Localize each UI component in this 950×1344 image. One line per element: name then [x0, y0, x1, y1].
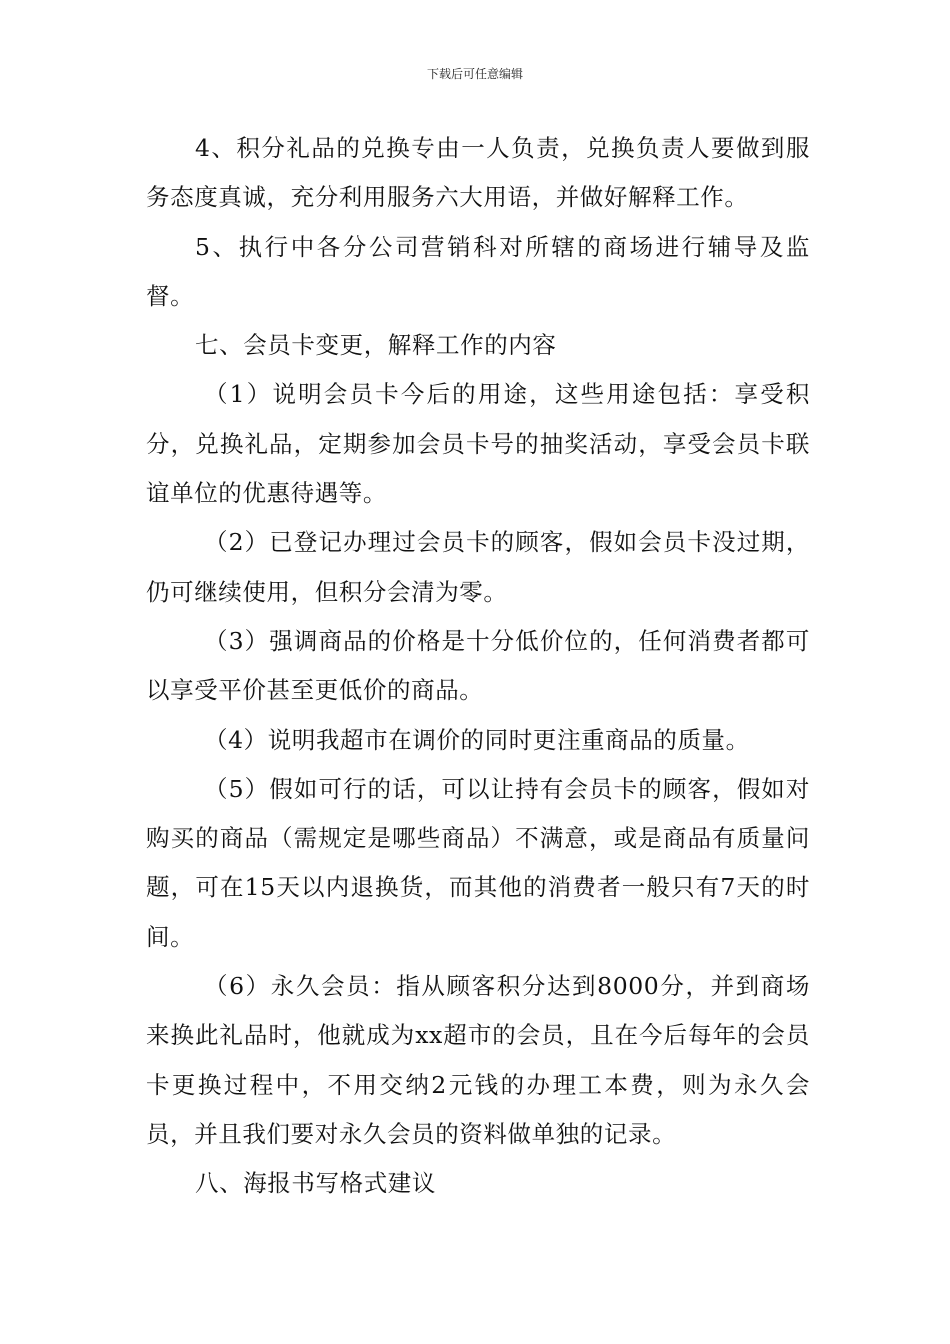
paragraph-item-5: 5、执行中各分公司营销科对所辖的商场进行辅导及监督。: [146, 232, 810, 310]
section-heading-8: 八、海报书写格式建议: [195, 1169, 436, 1198]
section-heading-7: 七、会员卡变更，解释工作的内容: [195, 331, 557, 360]
paragraph-sub-6: （6）永久会员：指从顾客积分达到8000分，并到商场来换此礼品时，他就成为xx超市的会员，且在今后每年的会员卡更换过程中，不用交纳2元钱的办理工本费，则为永久会员，并且我们要对永久会员的资料做单独的记录。: [146, 972, 810, 1148]
paragraph-item-4: 4、积分礼品的兑换专由一人负责，兑换负责人要做到服务态度真诚，充分利用服务六大用语，并做好解释工作。: [146, 134, 810, 212]
paragraph-sub-5: （5）假如可行的话，可以让持有会员卡的顾客，假如对购买的商品（需规定是哪些商品）不满意，或是商品有质量问题，可在15天以内退换货，而其他的消费者一般只有7天的时间。: [146, 774, 810, 951]
paragraph-sub-1: （1）说明会员卡今后的用途，这些用途包括：享受积分，兑换礼品，定期参加会员卡号的抽奖活动，享受会员卡联谊单位的优惠待遇等。: [146, 380, 810, 508]
paragraph-sub-2: （2）已登记办理过会员卡的顾客，假如会员卡没过期，仍可继续使用，但积分会清为零。: [146, 528, 810, 606]
document-body: [146, 124, 810, 1209]
page-header: 下载后可任意编辑: [426, 67, 523, 81]
paragraph-sub-4: （4）说明我超市在调价的同时更注重商品的质量。: [204, 725, 750, 754]
paragraph-sub-3: （3）强调商品的价格是十分低价位的，任何消费者都可以享受平价甚至更低价的商品。: [146, 626, 810, 705]
